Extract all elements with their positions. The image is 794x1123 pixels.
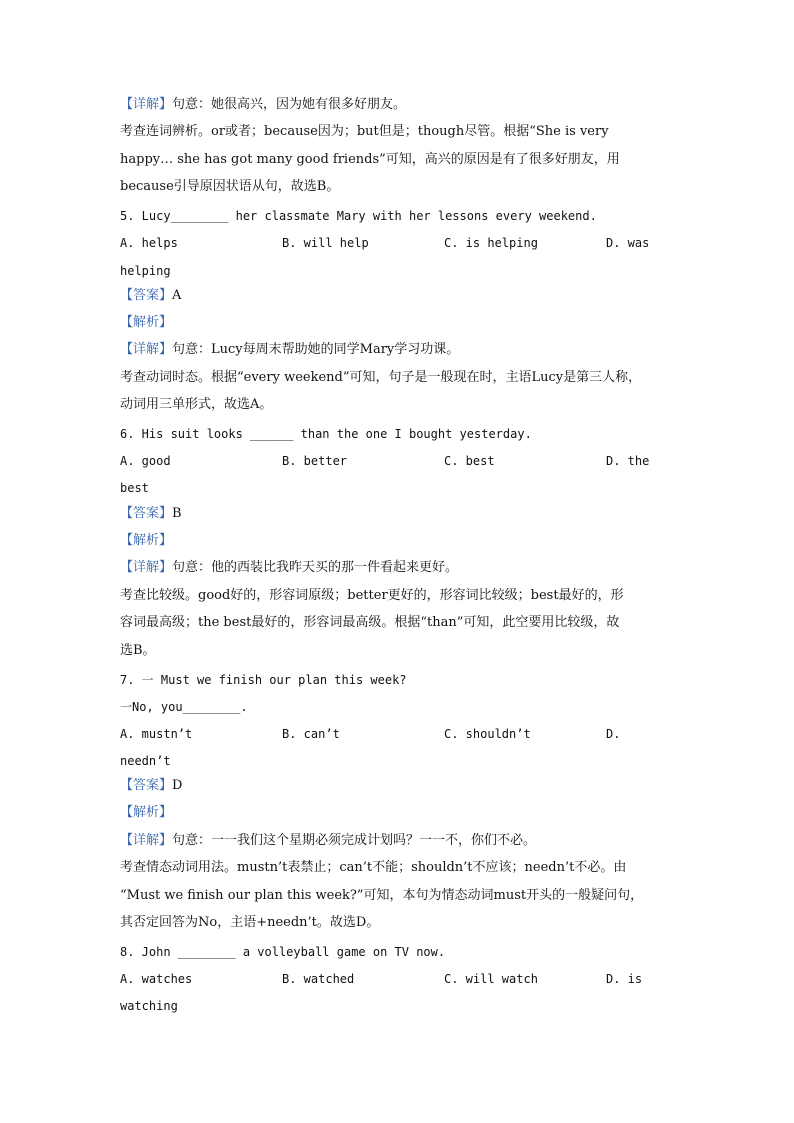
detail-line [120, 340, 459, 360]
option-c: C. best [444, 454, 495, 468]
detail-label: 【详解】 [120, 342, 173, 357]
detail-label: 【详解】 [120, 97, 173, 112]
analysis-label: 【解析】 [120, 533, 173, 548]
answer-line [120, 286, 181, 306]
explanation-line: 考查连词辨析。or或者；because因为；but但是；though尽管。根据“She is very [120, 124, 609, 139]
option-b: B. better [282, 454, 348, 468]
option-c: C. shouldn’t [444, 727, 531, 741]
option-b: B. will help [282, 236, 369, 250]
option-d: D. [606, 727, 621, 741]
explanation-line: 选B。 [120, 643, 156, 658]
answer-line [120, 504, 182, 524]
explanation-line: because引导原因状语从句，故选B。 [120, 179, 340, 194]
explanation-line: 动词用三单形式，故选A。 [120, 397, 273, 412]
analysis-label: 【解析】 [120, 315, 173, 330]
detail-text: 句意：她很高兴，因为她有很多好朋友。 [172, 97, 407, 112]
question-7-stem: 7. 一 Must we finish our plan this week? [120, 673, 407, 687]
option-a: A. helps [120, 236, 178, 250]
question-8-stem: 8. John ________ a volleyball game on TV now. [120, 945, 446, 959]
detail-label: 【详解】 [120, 833, 173, 848]
detail-line [120, 95, 406, 115]
explanation-line: happy… she has got many good friends”可知，高兴的原因是有了很多好朋友，用 [120, 152, 620, 167]
option-d: D. the [606, 454, 650, 468]
answer-label: 【答案】 [120, 288, 173, 303]
option-a: A. mustn’t [120, 727, 193, 741]
option-a: A. watches [120, 972, 193, 986]
question-7-reply: 一No, you________. [120, 700, 248, 714]
option-d-wrap: watching [120, 999, 178, 1013]
option-d: D. is [606, 972, 643, 986]
detail-line [120, 831, 536, 851]
detail-line [120, 558, 458, 578]
explanation-line: “Must we finish our plan this week?”可知，本句为情态动词must开头的一般疑问句， [120, 888, 644, 903]
explanation-line: 容词最高级；the best最好的，形容词最高级。根据“than”可知，此空要用比较级，故 [120, 615, 620, 630]
option-b: B. watched [282, 972, 355, 986]
question-5-stem: 5. Lucy________ her classmate Mary with her lessons every weekend. [120, 209, 597, 223]
question-6-stem: 6. His suit looks ______ than the one I bought yesterday. [120, 427, 532, 441]
explanation-line: 其否定回答为No，主语+needn’t。故选D。 [120, 915, 380, 930]
detail-text: 句意：一一我们这个星期必须完成计划吗？一一不，你们不必。 [172, 833, 537, 848]
option-d-wrap: needn’t [120, 754, 171, 768]
detail-label: 【详解】 [120, 560, 173, 575]
option-d-wrap: helping [120, 264, 171, 278]
answer-line [120, 776, 182, 796]
analysis-label: 【解析】 [120, 805, 173, 820]
answer-label: 【答案】 [120, 506, 173, 521]
option-a: A. good [120, 454, 171, 468]
explanation-line: 考查比较级。good好的，形容词原级；better更好的，形容词比较级；best最好的，形 [120, 588, 624, 603]
option-c: C. will watch [444, 972, 538, 986]
answer-value: D [172, 778, 183, 793]
explanation-line: 考查动词时态。根据“every weekend”可知，句子是一般现在时，主语Lucy是第三人称， [120, 370, 642, 385]
option-b: B. can’t [282, 727, 340, 741]
option-d-wrap: best [120, 481, 149, 495]
answer-value: B [172, 506, 182, 521]
option-c: C. is helping [444, 236, 538, 250]
answer-value: A [172, 288, 182, 303]
detail-text: 句意：他的西装比我昨天买的那一件看起来更好。 [172, 560, 459, 575]
option-d: D. was [606, 236, 650, 250]
detail-text: 句意：Lucy每周末帮助她的同学Mary学习功课。 [172, 342, 460, 357]
answer-label: 【答案】 [120, 778, 173, 793]
explanation-line: 考查情态动词用法。mustn’t表禁止；can’t不能；shouldn’t不应该；needn’t不必。由 [120, 860, 627, 875]
